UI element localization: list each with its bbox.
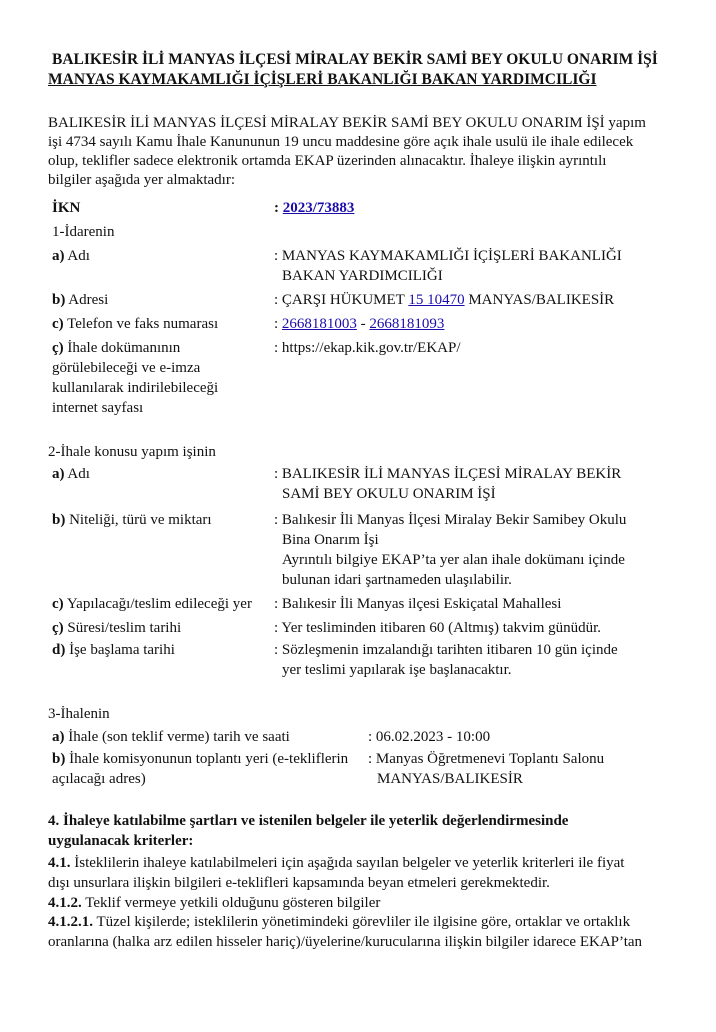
work-name-label: a) Adı [52,466,90,482]
admin-phone-label: c) Telefon ve faks numarası [52,316,219,332]
admin-name-label: a) Adı [52,248,90,264]
document-subtitle: MANYAS KAYMAKAMLIĞI İÇİŞLERİ BAKANLIĞI BAKAN YARDIMCILIĞI [48,71,597,88]
work-duration-label: ç) Süresi/teslim tarihi [52,620,182,636]
admin-name-value: : MANYAS KAYMAKAMLIĞI İÇİŞLERİ BAKANLIĞI [274,248,622,264]
work-duration-value: : Yer tesliminden itibaren 60 (Altmış) takvim günüdür. [274,620,602,636]
intro-line: işi 4734 sayılı Kamu İhale Kanununun 19 uncu maddesine göre açık ihale usulü ile ihale edilecek [48,134,634,150]
section2-heading: 2-İhale konusu yapım işinin [48,444,216,460]
clause-4-1-2-1-cont: oranlarına (halka arz edilen hisseler hariç)/üyelerine/kurucularına ilişkin bilgiler idarece EKAP’tan [48,934,643,950]
work-nature-label: b) Niteliği, türü ve miktarı [52,512,212,528]
ikn-colon: : [274,200,283,216]
clause-4-1-2-1: 4.1.2.1. Tüzel kişilerde; isteklilerin yönetimindeki görevliler ile ilgisine göre, ortaklar ve ortaklık [48,914,631,930]
clause-4-1-cont: dışı unsurlara ilişkin bilgileri e-teklifleri kapsamında beyan etmeleri gerekmektedir. [48,875,550,891]
tender-docs-label: ç) İhale dokümanının [52,340,181,356]
tender-date-value: : 06.02.2023 - 10:00 [368,729,491,745]
intro-line: bilgiler aşağıda yer almaktadır: [48,172,236,188]
commission-place-label-cont: açılacağı adres) [52,771,146,787]
work-nature-value-cont: Bina Onarım İşi [282,532,379,548]
phone-link[interactable]: 2668181003 [281,316,357,332]
section4-heading: 4. İhaleye katılabilme şartları ve istenilen belgeler ile yeterlik değerlendirmesinde [48,813,569,829]
work-nature-value-cont: Ayrıntılı bilgiye EKAP’ta yer alan ihale dokümanı içinde [282,552,625,568]
admin-address-label: b) Adresi [52,292,109,308]
work-name-value: : BALIKESİR İLİ MANYAS İLÇESİ MİRALAY BEKİR [274,466,622,482]
ikn-link[interactable]: 2023/73883 [282,200,355,216]
work-nature-value-cont: bulunan idari şartnameden ulaşılabilir. [282,572,512,588]
section3-heading: 3-İhalenin [48,706,110,722]
work-start-value: : Sözleşmenin imzalandığı tarihten itibaren 10 gün içinde [274,642,618,658]
work-location-label: c) Yapılacağı/teslim edileceği yer [52,596,252,612]
intro-line: BALIKESİR İLİ MANYAS İLÇESİ MİRALAY BEKİR SAMİ BEY OKULU ONARIM İŞİ yapım [48,115,646,131]
commission-place-label: b) İhale komisyonunun toplantı yeri (e-tekliflerin [52,751,349,767]
clause-4-1: 4.1. İsteklilerin ihaleye katılabilmeleri için aşağıda sayılan belgeler ve yeterlik kriterleri ile fiyat [48,855,625,871]
fax-link[interactable]: 2668181093 [369,316,445,332]
intro-paragraph [48,114,646,190]
work-start-label: d) İşe başlama tarihi [52,642,175,658]
work-name-value-cont: SAMİ BEY OKULU ONARIM İŞİ [282,486,496,502]
tender-docs-label-cont: kullanılarak indirilebileceği [52,380,219,396]
intro-line: olup, teklifler sadece elektronik ortamda EKAP üzerinden alınacaktır. İhaleye ilişkin ayrıntılı [48,153,607,169]
tender-docs-url: : https://ekap.kik.gov.tr/EKAP/ [274,340,461,356]
commission-place-value: : Manyas Öğretmenevi Toplantı Salonu [368,751,605,767]
admin-address-value: : ÇARŞI HÜKUMET 15 10470 MANYAS/BALIKESİR [274,292,615,308]
section1-heading: 1-İdarenin [52,224,115,240]
clause-4-1-2: 4.1.2. Teklif vermeye yetkili olduğunu gösteren bilgiler [48,895,381,911]
admin-name-value-cont: BAKAN YARDIMCILIĞI [282,268,443,284]
tender-docs-label-cont: görülebileceği ve e-imza [52,360,201,376]
tender-date-label: a) İhale (son teklif verme) tarih ve saati [52,729,290,745]
tender-docs-label-cont: internet sayfası [52,400,144,416]
postal-code-link[interactable]: 15 10470 [408,292,465,308]
commission-place-value-cont: MANYAS/BALIKESİR [377,771,523,787]
document-title: BALIKESİR İLİ MANYAS İLÇESİ MİRALAY BEKİR SAMİ BEY OKULU ONARIM İŞİ [52,51,658,68]
work-nature-value: : Balıkesir İli Manyas İlçesi Miralay Bekir Samibey Okulu [274,512,627,528]
ikn-value-row [274,198,354,218]
section4-heading-cont: uygulanacak kriterler: [48,833,194,849]
work-location-value: : Balıkesir İli Manyas ilçesi Eskiçatal Mahallesi [274,596,562,612]
work-start-value-cont: yer teslimi yapılarak işe başlanacaktır. [282,662,512,678]
ikn-label: İKN [52,200,81,216]
admin-phone-value: : 2668181003 - 2668181093 [274,316,445,332]
